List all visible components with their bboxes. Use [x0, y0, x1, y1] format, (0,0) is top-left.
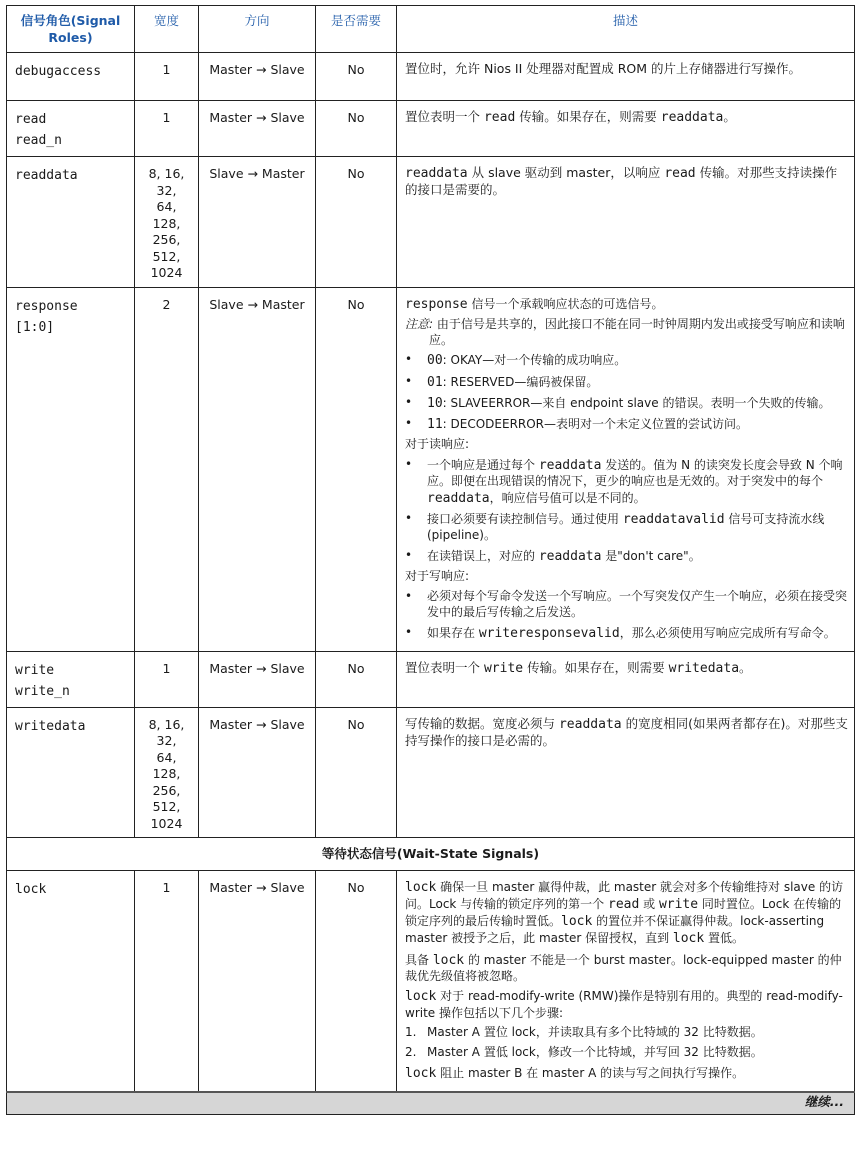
list-item: 1. Master A 置位 lock，并读取具有多个比特域的 32 比特数据。 — [405, 1025, 763, 1040]
table-row — [7, 287, 855, 651]
signal-description: 写传输的数据。宽度必须与 readdata 的宽度相同(如果两者都存在)。对那些支持写操作的接口是必需的。 — [397, 707, 855, 838]
table-row — [7, 157, 855, 288]
table-row — [7, 53, 855, 101]
signal-required: No — [316, 870, 397, 1092]
signal-direction: Master → Slave — [199, 651, 316, 707]
list-item: • 接口必须要有读控制信号。通过使用 readdatavalid 信号可支持流水线(pipeline)。 — [405, 511, 848, 544]
signal-width: 8, 16, 32, 64, 128, 256, 512, 1024 — [135, 157, 199, 288]
write-response-heading: 对于写响应: — [405, 569, 470, 584]
header-description: 描述 — [397, 6, 855, 53]
lock-paragraph-4: lock 阻止 master B 在 master A 的读与写之间执行写操作。 — [405, 1066, 745, 1082]
read-response-list — [405, 457, 848, 565]
list-item: 2. Master A 置低 lock，修改一个比特域，并写回 32 比特数据。 — [405, 1045, 763, 1060]
signal-description: 置位时，允许 Nios II 处理器对配置成 ROM 的片上存储器进行写操作。 — [397, 53, 855, 101]
list-item: • 在读错误上，对应的 readdata 是"don't care"。 — [405, 548, 848, 565]
signal-name: debugaccess — [7, 53, 135, 101]
signal-required: No — [316, 101, 397, 157]
header-direction: 方向 — [199, 6, 316, 53]
continued-row — [7, 1092, 855, 1114]
signal-required: No — [316, 157, 397, 288]
signal-direction: Master → Slave — [199, 53, 316, 101]
table-row — [7, 870, 855, 1092]
signal-description — [397, 870, 855, 1092]
signal-direction: Master → Slave — [199, 870, 316, 1092]
signal-description: response 信号一个承载响应状态的可选信号。 注意: 由于信号是共享的，因此接口不能在同一时钟周期内发出或接受写响应和读响应。 • 00: OKAY—对一个传输的成功响应。 • 01: RESERVED—编码被保留。 • 10: SLAVEERROR—来自 endpoint slave 的错误。表明一个失败的传输。 • 11: DECODEERROR—表明对一个未定义位置的尝试访问。 对于读响应: • 一个响应是通过每个 readdata 发送的。值为 N 的读突发长度会导致 N 个响应。即便在出现错误的情况下，更少的响应也是无效的。对于突发中的每个 readdata，响应信号值可以是不同的。 • 接口必须要有读控制信号。通过使用 readdatavalid 信号可支持流水线(pipeline)。 • 在读错误上，对应的 readdata 是"don't care"。 对于写响应: • 必须对每个写命令发送一个写响应。一个写突发仅产生一个响应，必须在接受突发中的最后写传输之后发送。 • 如果存在 writeresponsevalid，那么必须使用写响应完成所有写命令。 — [397, 287, 855, 651]
write-response-list — [405, 589, 848, 642]
list-item: • 00: OKAY—对一个传输的成功响应。 — [405, 352, 848, 369]
section-title: 等待状态信号(Wait-State Signals) — [7, 838, 855, 871]
signal-name: readdata — [7, 157, 135, 288]
list-item: • 如果存在 writeresponsevalid，那么必须使用写响应完成所有写命令。 — [405, 625, 848, 642]
signal-roles-table — [6, 5, 855, 1115]
signal-direction: Slave → Master — [199, 157, 316, 288]
signal-name: lock — [7, 870, 135, 1092]
signal-width: 2 — [135, 287, 199, 651]
table-header-row — [7, 6, 855, 53]
signal-required: No — [316, 651, 397, 707]
lock-paragraph-3: lock 对于 read-modify-write (RMW)操作是特别有用的。典型的 read-modify-write 操作包括以下几个步骤: — [405, 989, 843, 1020]
signal-direction: Slave → Master — [199, 287, 316, 651]
signal-description: readdata 从 slave 驱动到 master，以响应 read 传输。对那些支持读操作的接口是需要的。 — [397, 157, 855, 288]
list-item: • 10: SLAVEERROR—来自 endpoint slave 的错误。表明一个失败的传输。 — [405, 395, 848, 412]
signal-required: No — [316, 53, 397, 101]
signal-name: writedata — [7, 707, 135, 838]
section-row — [7, 838, 855, 871]
signal-required: No — [316, 287, 397, 651]
signal-name: write write_n — [7, 651, 135, 707]
signal-width: 8, 16, 32, 64, 128, 256, 512, 1024 — [135, 707, 199, 838]
header-required: 是否需要 — [316, 6, 397, 53]
signal-direction: Master → Slave — [199, 707, 316, 838]
header-signal-roles: 信号角色(Signal Roles) — [7, 6, 135, 53]
read-response-heading: 对于读响应: — [405, 437, 470, 452]
signal-description: 置位表明一个 read 传输。如果存在，则需要 readdata。 — [397, 101, 855, 157]
list-item: • 一个响应是通过每个 readdata 发送的。值为 N 的读突发长度会导致 N 个响应。即便在出现错误的情况下，更少的响应也是无效的。对于突发中的每个 readdata，响应信号值可以是不同的。 — [405, 457, 848, 507]
signal-width: 1 — [135, 53, 199, 101]
continued-label: 继续... — [7, 1092, 855, 1114]
lock-paragraph-1: lock 确保一旦 master 赢得仲裁，此 master 就会对多个传输维持对 slave 的访问。Lock 与传输的锁定序列的第一个 read 或 write 同时置位。Lock 在传输的锁定序列的最后传输时置低。lock 的置位并不保证赢得仲裁。lock-asserting master 被授予之后，此 master 保留授权，直到 lock 置低。 — [405, 879, 844, 947]
signal-width: 1 — [135, 870, 199, 1092]
response-codes-list — [405, 352, 848, 433]
signal-name: response [1:0] — [7, 287, 135, 651]
signal-name: read read_n — [7, 101, 135, 157]
table-row — [7, 707, 855, 838]
signal-required: No — [316, 707, 397, 838]
list-item: • 11: DECODEERROR—表明对一个未定义位置的尝试访问。 — [405, 416, 848, 433]
table-row — [7, 651, 855, 707]
table-row — [7, 101, 855, 157]
note: 注意: 由于信号是共享的，因此接口不能在同一时钟周期内发出或接受写响应和读响应。 — [405, 316, 845, 347]
signal-width: 1 — [135, 651, 199, 707]
list-item: • 必须对每个写命令发送一个写响应。一个写突发仅产生一个响应，必须在接受突发中的最后写传输之后发送。 — [405, 589, 848, 621]
lock-paragraph-2: 具备 lock 的 master 不能是一个 burst master。lock-equipped master 的仲裁优先级值将被忽略。 — [405, 952, 842, 983]
header-width: 宽度 — [135, 6, 199, 53]
signal-direction: Master → Slave — [199, 101, 316, 157]
signal-description: 置位表明一个 write 传输。如果存在，则需要 writedata。 — [397, 651, 855, 707]
signal-width: 1 — [135, 101, 199, 157]
rmw-steps-list — [405, 1025, 848, 1061]
list-item: • 01: RESERVED—编码被保留。 — [405, 374, 848, 391]
